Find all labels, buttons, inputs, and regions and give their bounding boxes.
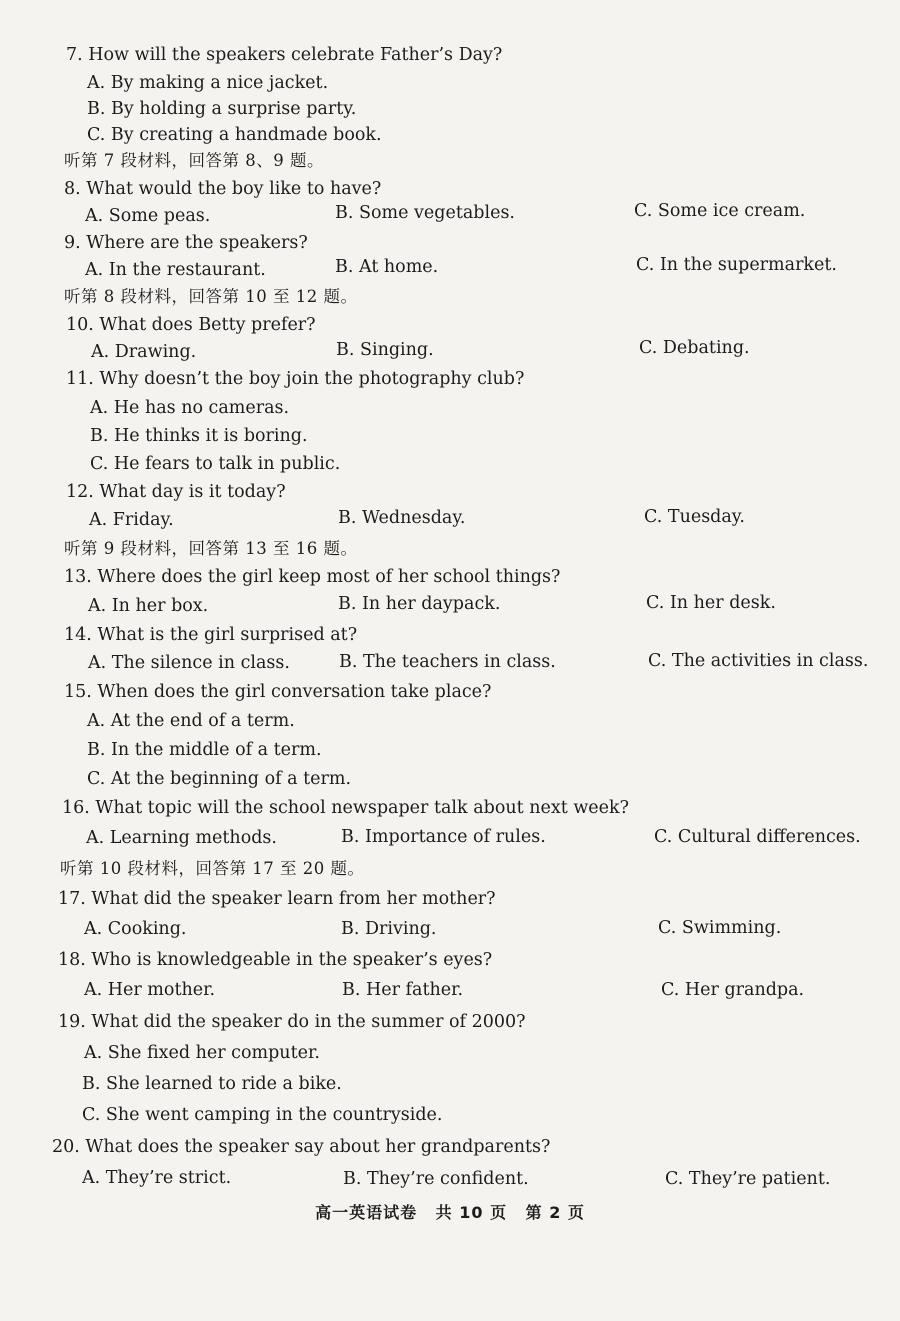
section-heading-9: 听第 9 段材料，回答第 13 至 16 题。: [64, 539, 358, 558]
question-19-option-a: A. She fixed her computer.: [84, 1043, 320, 1063]
question-8-option-a: A. Some peas.: [85, 206, 211, 226]
page-number: 第 2 页: [525, 1203, 585, 1222]
question-18-option-c: C. Her grandpa.: [661, 980, 805, 1000]
question-16-option-b: B. Importance of rules.: [341, 827, 546, 847]
question-8-option-c: C. Some ice cream.: [634, 201, 806, 221]
question-11-stem: 11. Why doesn’t the boy join the photography club?: [66, 369, 525, 389]
question-19-stem: 19. What did the speaker do in the summer of 2000?: [58, 1012, 526, 1032]
question-14-stem: 14. What is the girl surprised at?: [64, 625, 358, 645]
question-13-stem: 13. Where does the girl keep most of her school things?: [64, 567, 561, 587]
question-14-option-a: A. The silence in class.: [88, 653, 290, 673]
question-12-option-a: A. Friday.: [89, 510, 174, 530]
question-15-stem: 15. When does the girl conversation take place?: [64, 682, 492, 702]
question-7-option-c: C. By creating a handmade book.: [87, 125, 382, 145]
question-12-option-c: C. Tuesday.: [644, 507, 745, 527]
question-7-stem: 7. How will the speakers celebrate Father’s Day?: [66, 45, 503, 65]
section-heading-10: 听第 10 段材料，回答第 17 至 20 题。: [60, 859, 365, 878]
question-19-option-b: B. She learned to ride a bike.: [82, 1074, 342, 1094]
question-12-stem: 12. What day is it today?: [66, 482, 286, 502]
question-10-option-a: A. Drawing.: [91, 342, 197, 362]
question-19-option-c: C. She went camping in the countryside.: [82, 1105, 443, 1125]
question-16-stem: 16. What topic will the school newspaper talk about next week?: [62, 798, 629, 818]
question-18-option-a: A. Her mother.: [84, 980, 216, 1000]
question-8-option-b: B. Some vegetables.: [335, 203, 515, 223]
exam-title: 高一英语试卷: [315, 1203, 418, 1222]
question-7-option-b: B. By holding a surprise party.: [87, 99, 357, 119]
question-11-option-b: B. He thinks it is boring.: [90, 426, 308, 446]
question-17-stem: 17. What did the speaker learn from her mother?: [58, 889, 496, 909]
question-20-stem: 20. What does the speaker say about her grandparents?: [52, 1137, 551, 1157]
question-8-stem: 8. What would the boy like to have?: [64, 179, 382, 199]
question-12-option-b: B. Wednesday.: [338, 508, 466, 528]
question-15-option-c: C. At the beginning of a term.: [87, 769, 352, 789]
question-10-stem: 10. What does Betty prefer?: [66, 315, 316, 335]
section-heading-7: 听第 7 段材料，回答第 8、9 题。: [64, 151, 324, 170]
question-17-option-b: B. Driving.: [341, 919, 437, 939]
question-14-option-b: B. The teachers in class.: [339, 652, 556, 672]
question-14-option-c: C. The activities in class.: [648, 651, 869, 671]
question-10-option-c: C. Debating.: [639, 338, 750, 358]
question-20-option-a: A. They’re strict.: [82, 1168, 232, 1188]
question-7-option-a: A. By making a nice jacket.: [87, 73, 329, 93]
question-17-option-a: A. Cooking.: [84, 919, 187, 939]
question-10-option-b: B. Singing.: [336, 340, 434, 360]
section-heading-8: 听第 8 段材料，回答第 10 至 12 题。: [64, 287, 358, 306]
question-13-option-c: C. In her desk.: [646, 593, 776, 613]
question-13-option-b: B. In her daypack.: [338, 594, 501, 614]
question-11-option-a: A. He has no cameras.: [90, 398, 290, 418]
question-16-option-c: C. Cultural differences.: [654, 827, 861, 847]
question-17-option-c: C. Swimming.: [658, 918, 782, 938]
question-20-option-b: B. They’re confident.: [343, 1169, 529, 1189]
question-9-option-b: B. At home.: [335, 257, 439, 277]
question-15-option-a: A. At the end of a term.: [87, 711, 295, 731]
question-13-option-a: A. In her box.: [88, 596, 209, 616]
question-9-option-a: A. In the restaurant.: [85, 260, 266, 280]
page-footer: [0, 1200, 900, 1223]
question-11-option-c: C. He fears to talk in public.: [90, 454, 341, 474]
question-16-option-a: A. Learning methods.: [86, 828, 277, 848]
question-20-option-c: C. They’re patient.: [665, 1169, 831, 1189]
total-pages: 共 10 页: [435, 1203, 508, 1222]
question-18-stem: 18. Who is knowledgeable in the speaker’s eyes?: [58, 950, 493, 970]
question-15-option-b: B. In the middle of a term.: [87, 740, 322, 760]
question-9-option-c: C. In the supermarket.: [636, 255, 837, 275]
question-18-option-b: B. Her father.: [342, 980, 464, 1000]
question-9-stem: 9. Where are the speakers?: [64, 233, 308, 253]
